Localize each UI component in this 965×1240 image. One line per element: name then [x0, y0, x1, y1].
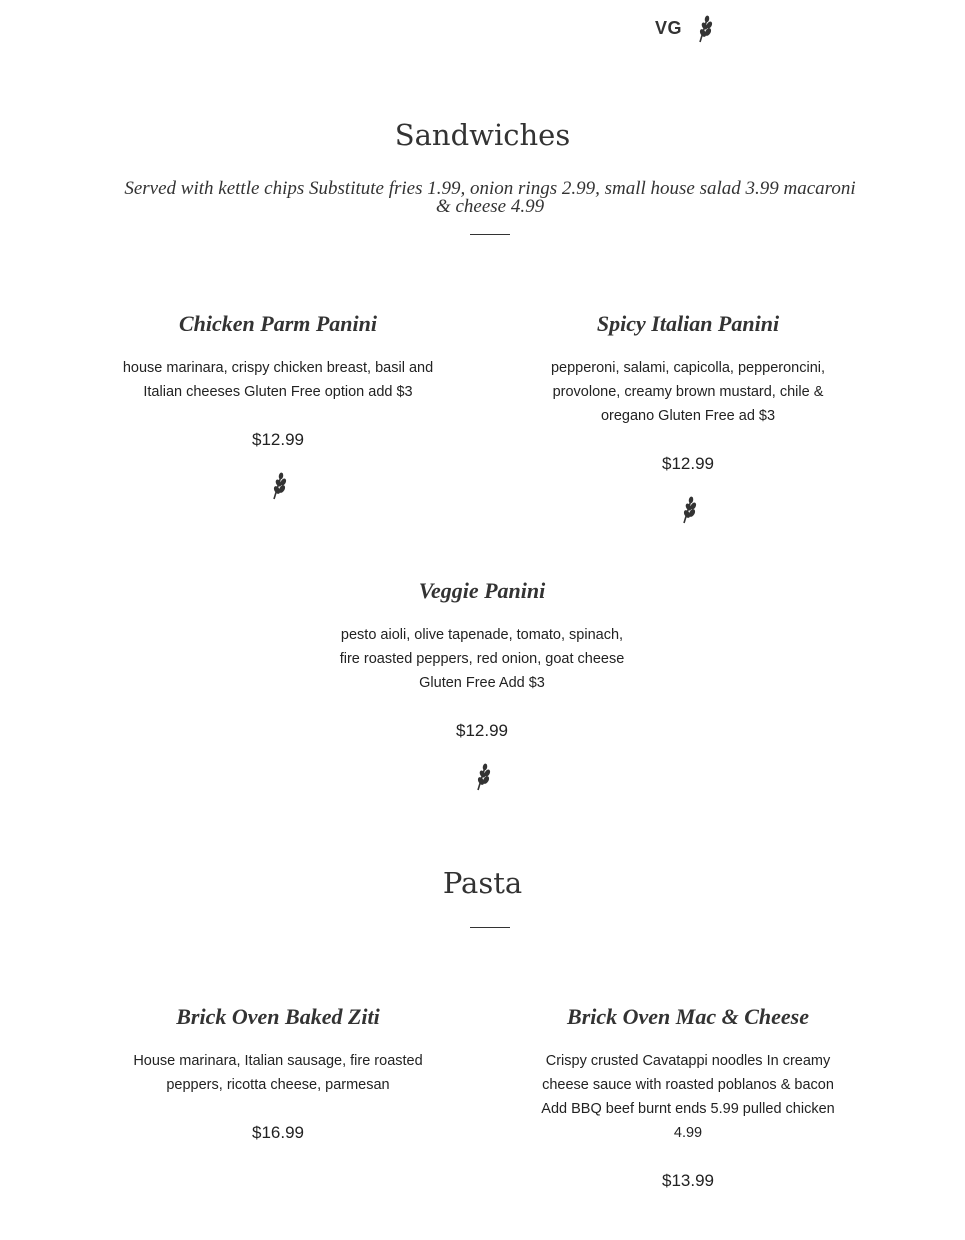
- menu-item-description: house marinara, crispy chicken breast, basil and Italian cheeses Gluten Free option add $3: [122, 360, 434, 400]
- menu-item-price: $13.99: [662, 1171, 714, 1190]
- section-divider: [470, 234, 510, 235]
- menu-item-description: Crispy crusted Cavatappi noodles In creamy cheese sauce with roasted poblanos & bacon Add BBQ beef burnt ends 5.99 pulled chicken 4.99: [541, 1053, 835, 1141]
- vegan-badge: VG: [655, 17, 683, 38]
- section-divider: [470, 927, 510, 928]
- menu-item-price: $12.99: [662, 454, 714, 473]
- menu-item: [322, 576, 642, 791]
- menu-item-name: Chicken Parm Panini: [178, 311, 378, 336]
- wheat-gluten-free-icon: [268, 470, 288, 500]
- menu-item-description: pesto aioli, olive tapenade, tomato, spinach, fire roasted peppers, red onion, goat cheese Gluten Free Add $3: [339, 627, 625, 691]
- menu-item-name: Veggie Panini: [418, 578, 546, 603]
- menu-item-description: pepperoni, salami, capicolla, pepperoncini, provolone, creamy brown mustard, chile & oregano Gluten Free ad $3: [550, 360, 826, 424]
- wheat-gluten-free-icon: [472, 761, 492, 791]
- menu-item-description: House marinara, Italian sausage, fire roasted peppers, ricotta cheese, parmesan: [133, 1053, 423, 1093]
- menu-item: [528, 309, 848, 524]
- dietary-badges: [655, 12, 714, 44]
- menu-item-name: Brick Oven Baked Ziti: [176, 1004, 380, 1029]
- section-subtitle-sandwiches: Served with kettle chips Substitute fries 1.99, onion rings 2.99, small house salad 3.99 macaroni & cheese 4.99: [124, 178, 856, 217]
- menu-item: [118, 309, 438, 500]
- section-title-pasta: Pasta: [442, 866, 523, 900]
- menu-item-price: $12.99: [252, 430, 304, 449]
- wheat-gluten-free-icon: [678, 494, 698, 524]
- menu-item: [528, 1002, 848, 1191]
- wheat-gluten-free-icon: [694, 13, 714, 43]
- menu-item: [118, 1002, 438, 1143]
- menu-item-price: $16.99: [252, 1123, 304, 1142]
- menu-item-price: $12.99: [456, 721, 508, 740]
- section-title-sandwiches: Sandwiches: [394, 118, 571, 152]
- menu-item-name: Brick Oven Mac & Cheese: [567, 1004, 809, 1029]
- menu-item-name: Spicy Italian Panini: [596, 311, 780, 336]
